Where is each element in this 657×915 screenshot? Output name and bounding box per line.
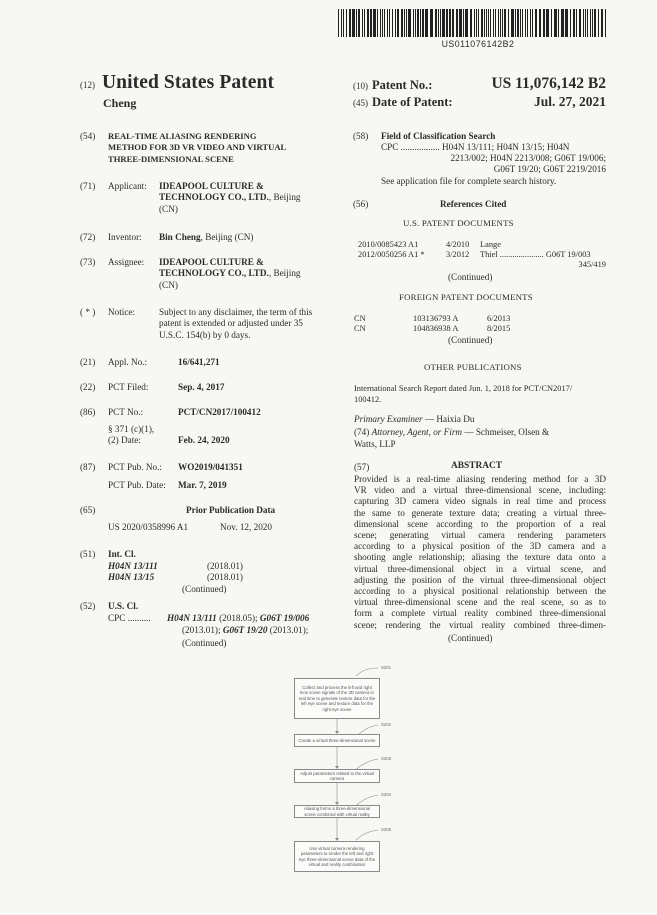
flowchart-step: Aliasing forms a three-dimensional scene combined with virtual reality (294, 805, 380, 818)
patent-no-label: Patent No.: (372, 78, 433, 92)
pct-pub-date-label: PCT Pub. Date: (108, 480, 166, 490)
applicant: IDEAPOOL CULTURE & TECHNOLOGY CO., LTD., Beijing (CN) (159, 181, 301, 214)
appl-no: 16/641,271 (178, 357, 220, 367)
publication-number: US011076142B2 (441, 39, 515, 49)
code-58: (58) (353, 131, 369, 141)
us-doc-name: Thiel ..................... G06T 19/003 (480, 250, 591, 259)
abstract-heading: ABSTRACT (451, 461, 503, 471)
pct-pub-no-label: PCT Pub. No.: (108, 462, 162, 472)
code-22: (22) (80, 382, 96, 392)
us-cl-label: U.S. Cl. (108, 601, 139, 611)
abstract-line: capturing 3D camera video signals in real time and process (354, 496, 606, 507)
code-12: (12) (80, 80, 95, 90)
inventor-surname: Cheng (103, 96, 137, 110)
foreign-doc-country: CN (354, 314, 366, 323)
field-search-line: 2213/002; H04N 2213/008; G06T 19/006; (450, 153, 606, 163)
int-cl-continued: (Continued) (182, 584, 227, 594)
code-71: (71) (80, 181, 96, 191)
us-doc-class: 345/419 (578, 260, 606, 269)
us-docs-continued: (Continued) (448, 272, 493, 282)
abstract-line: VR video and a virtual three-dimensional scene, including: (354, 485, 606, 496)
int-cl-class: H04N 13/15 (108, 572, 155, 582)
cpc-line-1: H04N 13/111 (2018.05); G06T 19/006 (167, 613, 310, 623)
pct-pub-date: Mar. 7, 2019 (178, 480, 227, 490)
us-doc-number: 2012/0050256 A1 * (358, 250, 425, 259)
code-65: (65) (80, 505, 96, 515)
foreign-docs-continued: (Continued) (448, 335, 493, 345)
step-label: S204 (381, 792, 392, 797)
appl-no-label: Appl. No.: (108, 357, 148, 367)
foreign-doc-date: 6/2013 (487, 314, 511, 323)
int-cl-version: (2018.01) (207, 572, 243, 582)
foreign-doc-number: 104836938 A (413, 324, 459, 333)
foreign-docs-heading: FOREIGN PATENT DOCUMENTS (399, 292, 533, 302)
code-51: (51) (80, 549, 96, 559)
attorney-firm: Watts, LLP (354, 439, 396, 449)
barcode (338, 9, 608, 37)
flowchart-step: Use virtual camera rendering parameters to render the left and right eye three-dimensional scene data of the virtual and reality combination (294, 841, 380, 872)
other-publications-heading: OTHER PUBLICATIONS (424, 362, 522, 372)
foreign-doc-country: CN (354, 324, 366, 333)
code-54: (54) (80, 131, 96, 141)
step-label: S205 (381, 827, 392, 832)
foreign-doc-number: 103136793 A (413, 314, 459, 323)
us-doc-number: 2010/0085423 A1 (358, 240, 419, 249)
abstract-line: virtual three-dimensional scene and the real scene, so as to (354, 597, 606, 608)
assignee-label: Assignee: (108, 257, 145, 267)
us-doc-name: Lange (480, 240, 501, 249)
prior-publication-heading: Prior Publication Data (186, 505, 276, 515)
prior-publication-number: US 2020/0358996 A1 (108, 522, 189, 532)
abstract-line: scene; generating virtual camera rendering parameters (354, 530, 606, 541)
code-57: (57) (354, 462, 370, 472)
code-45: (45) (353, 98, 368, 108)
field-search-line: CPC ................. H04N 13/111; H04N 13/15; H04N (381, 142, 570, 152)
abstract-line: form a complete virtual reality combined three-dimensional (354, 608, 606, 619)
us-docs-heading: U.S. PATENT DOCUMENTS (403, 218, 514, 228)
cpc-line-2: (2013.01); G06T 19/20 (2013.01); (182, 625, 309, 635)
flowchart-figure (278, 660, 398, 910)
patent-title: REAL-TIME ALIASING RENDERING METHOD FOR 3D VR VIDEO AND VIRTUAL THREE-DIMENSIONAL SCENE (108, 131, 287, 164)
pct-filed-label: PCT Filed: (108, 382, 149, 392)
prior-publication-date: Nov. 12, 2020 (220, 522, 272, 532)
pct-no-label: PCT No.: (108, 407, 144, 417)
abstract-line: according to a physical positional relationship between the (354, 586, 606, 597)
date-of-patent: Jul. 27, 2021 (533, 94, 606, 109)
code-72: (72) (80, 232, 96, 242)
pct-pub-no: WO2019/041351 (178, 462, 243, 472)
code-notice: ( * ) (80, 307, 96, 317)
us-doc-date: 4/2010 (446, 240, 470, 249)
flowchart-step: Collect and process the left and right lens scene signals of the 3D camera in real time to generate texture data for the left eye scene and texture data for the right eye scene (294, 678, 380, 719)
int-cl-class: H04N 13/111 (108, 561, 158, 571)
primary-examiner: Primary Examiner — Haixia Du (354, 414, 475, 424)
code-52: (52) (80, 601, 96, 611)
code-56: (56) (353, 199, 369, 209)
us-cl-continued: (Continued) (182, 638, 227, 648)
abstract-line: adjusting the position of the virtual three-dimensional object (354, 574, 606, 585)
abstract-line: virtual three-dimensional object in a virtual scene, and (354, 563, 606, 574)
code-73: (73) (80, 257, 96, 267)
code-10: (10) (353, 81, 368, 91)
abstract-line: shooting angle relationship; aliasing the texture data onto a (354, 552, 606, 563)
patent-type: United States Patent (102, 72, 275, 93)
applicant-label: Applicant: (108, 181, 147, 191)
cpc-label: CPC .......... (108, 613, 151, 623)
s371-date: Feb. 24, 2020 (178, 435, 230, 445)
flowchart-step: Adjust parameters related to the virtual camera (294, 769, 380, 783)
notice-text: Subject to any disclaimer, the term of this patent is extended or adjusted under 35 U.S.C. 154(b) by 0 days. (159, 307, 313, 340)
inventor-label: Inventor: (108, 232, 142, 242)
foreign-doc-date: 8/2015 (487, 324, 511, 333)
attorney: (74) Attorney, Agent, or Firm — Schmeiser, Olsen & (354, 427, 550, 437)
patent-number: US 11,076,142 B2 (491, 75, 606, 92)
flowchart-step: Create a virtual three-dimensional scene (294, 734, 380, 747)
int-cl-label: Int. Cl. (108, 549, 136, 559)
code-21: (21) (80, 357, 96, 367)
references-heading: References Cited (440, 199, 507, 209)
field-search-note: See application file for complete search history. (381, 176, 557, 186)
pct-filed: Sep. 4, 2017 (178, 382, 225, 392)
assignee: IDEAPOOL CULTURE & TECHNOLOGY CO., LTD., Beijing (CN) (159, 257, 301, 290)
step-label: S201 (381, 665, 392, 670)
abstract-line: dimensional scene according to the proportion of a real (354, 518, 606, 529)
notice-label: Notice: (108, 307, 136, 317)
abstract-continued: (Continued) (448, 633, 493, 643)
code-86: (86) (80, 407, 96, 417)
pct-no: PCT/CN2017/100412 (178, 407, 261, 417)
s371-label: § 371 (c)(1), (2) Date: (108, 424, 155, 446)
inventor: Bin Cheng, Beijing (CN) (159, 232, 254, 242)
abstract-line: scene; rendering the virtual reality combined three-dimen- (354, 619, 606, 630)
int-cl-version: (2018.01) (207, 561, 243, 571)
abstract-line: the same to generate texture data; creating a virtual three- (354, 507, 606, 518)
step-label: S202 (381, 722, 392, 727)
date-of-patent-label: Date of Patent: (372, 95, 453, 109)
abstract-text (354, 474, 606, 631)
other-publication: International Search Report dated Jun. 1, 2018 for PCT/CN2017/ 100412. (354, 384, 573, 405)
abstract-line: according to a physical position of the 3D camera and a (354, 541, 606, 552)
field-search-heading: Field of Classification Search (381, 131, 496, 141)
step-label: S203 (381, 756, 392, 761)
us-doc-date: 3/2012 (446, 250, 470, 259)
abstract-line: Provided is a real-time aliasing rendering method for a 3D (354, 474, 606, 484)
code-87: (87) (80, 462, 96, 472)
field-search-line: G06T 19/20; G06T 2219/2016 (493, 164, 606, 174)
